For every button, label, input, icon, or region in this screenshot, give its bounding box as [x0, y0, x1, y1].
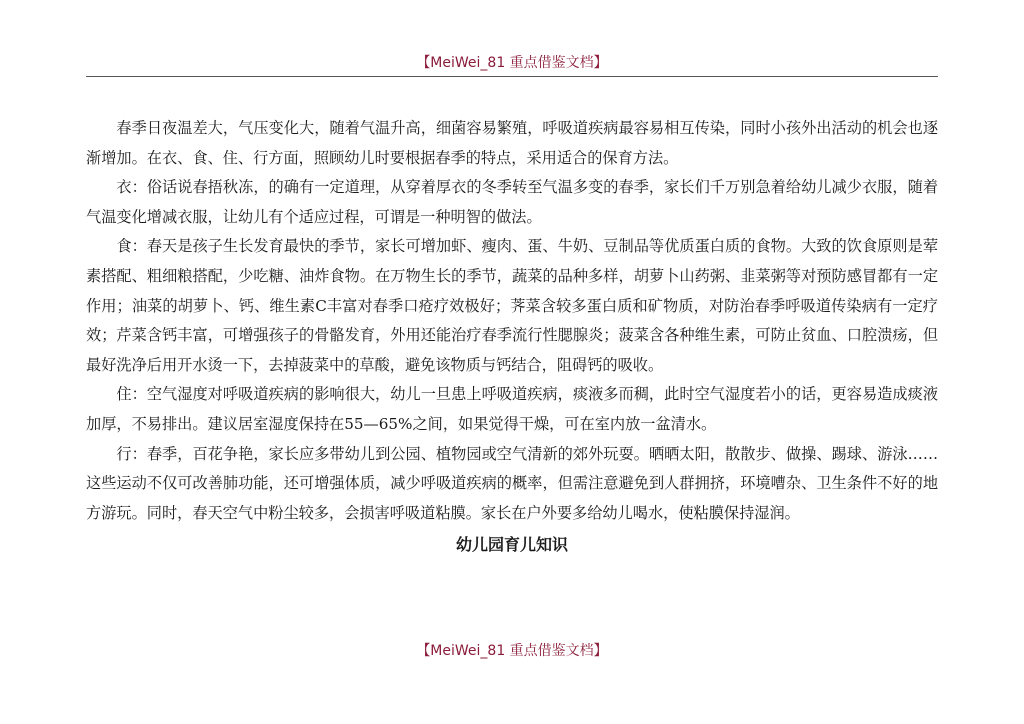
paragraph-intro: 春季日夜温差大，气压变化大，随着气温升高，细菌容易繁殖，呼吸道疾病最容易相互传染，同时小孩外出活动的机会也逐渐增加。在衣、食、住、行方面，照顾幼儿时要根据春季的特点，采用适合的保育方法。: [86, 119, 938, 167]
paragraph-travel: 行：春季，百花争艳，家长应多带幼儿到公园、植物园或空气清新的郊外玩耍。晒晒太阳，散散步、做操、踢球、游泳……这些运动不仅可改善肺功能，还可增强体质，减少呼吸道疾病的概率，但需注意避免到人群拥挤，环境嘈杂、卫生条件不好的地方游玩。同时，春天空气中粉尘较多，会损害呼吸道粘膜。家长在户外要多给幼儿喝水，使粘膜保持湿润。: [86, 444, 938, 522]
paragraph-housing: 住：空气湿度对呼吸道疾病的影响很大，幼儿一旦患上呼吸道疾病，痰液多而稠，此时空气湿度若小的话，更容易造成痰液加厚，不易排出。建议居室湿度保持在55—65%之间，如果觉得干燥，可在室内放一盆清水。: [86, 385, 938, 433]
header-divider: [86, 76, 938, 77]
paragraph-food: 食：春天是孩子生长发育最快的季节，家长可增加虾、瘦肉、蛋、牛奶、豆制品等优质蛋白质的食物。大致的饮食原则是荤素搭配、粗细粮搭配，少吃糖、油炸食物。在万物生长的季节，蔬菜的品种多样，胡萝卜山药粥、韭菜粥等对预防感冒都有一定作用；油菜的胡萝卜、钙、维生素C丰富对春季口疮疗效极好；荠菜含较多蛋白质和矿物质，对防治春季呼吸道传染病有一定疗效；芹菜含钙丰富，可增强孩子的骨骼发育，外用还能治疗春季流行性腮腺炎；菠菜含各种维生素，可防止贫血、口腔溃疡，但最好洗净后用开水烫一下，去掉菠菜中的草酸，避免该物质与钙结合，阻碍钙的吸收。: [86, 237, 938, 374]
section-title: 幼儿园育儿知识: [455, 535, 568, 555]
page-header-label: 【MeiWei_81 重点借鉴文档】: [416, 55, 608, 71]
paragraph-clothing: 衣：俗话说春捂秋冻，的确有一定道理，从穿着厚衣的冬季转至气温多变的春季，家长们千万别急着给幼儿减少衣服，随着气温变化增减衣服，让幼儿有个适应过程，可谓是一种明智的做法。: [86, 178, 938, 226]
page-footer-label: 【MeiWei_81 重点借鉴文档】: [416, 643, 608, 659]
document-body: [86, 114, 938, 562]
